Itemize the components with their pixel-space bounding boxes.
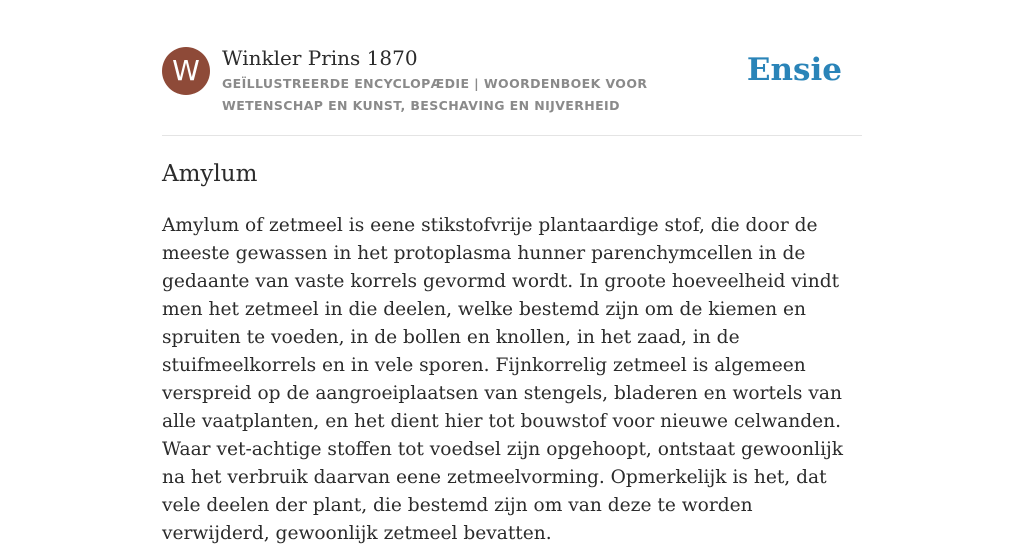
- source-subtitle: GEÏLLUSTREERDE ENCYCLOPÆDIE | WOORDENBOEK VOOR WETENSCHAP EN KUNST, BESCHAVING EN NIJVERHEID: [222, 76, 648, 113]
- source-header: [162, 46, 862, 136]
- ensie-logo[interactable]: Ensie: [746, 52, 842, 88]
- entry-title: Amylum: [162, 161, 258, 187]
- entry-body: Amylum of zetmeel is eene stikstofvrije plantaardige stof, die door de meeste gewassen in het protoplasma hunner parenchymcellen in de gedaante van vaste korrels gevormd wordt. In groote hoeveelheid vindt men het zetmeel in die deelen, welke bestemd zijn om de kiemen en spruiten te voeden, in de bollen en knollen, in het zaad, in de stuifmeelkorrels en in vele sporen. Fijnkorrelig zetmeel is algemeen verspreid op de aangroeiplaatsen van stengels, bladeren en wortels van alle vaatplanten, en het dient hier tot bouwstof voor nieuwe celwanden. Waar vet-achtige stoffen tot voedsel zijn opgehoopt, ontstaat gewoonlijk na het verbruik daarvan eene zetmeelvorming. Opmerkelijk is het, dat vele deelen der plant, die bestemd zijn om van deze te worden verwijderd, gewoonlijk zetmeel bevatten.: [162, 215, 844, 544]
- header-divider: [162, 135, 862, 136]
- source-title[interactable]: Winkler Prins 1870: [222, 46, 418, 70]
- source-avatar[interactable]: W: [162, 47, 210, 95]
